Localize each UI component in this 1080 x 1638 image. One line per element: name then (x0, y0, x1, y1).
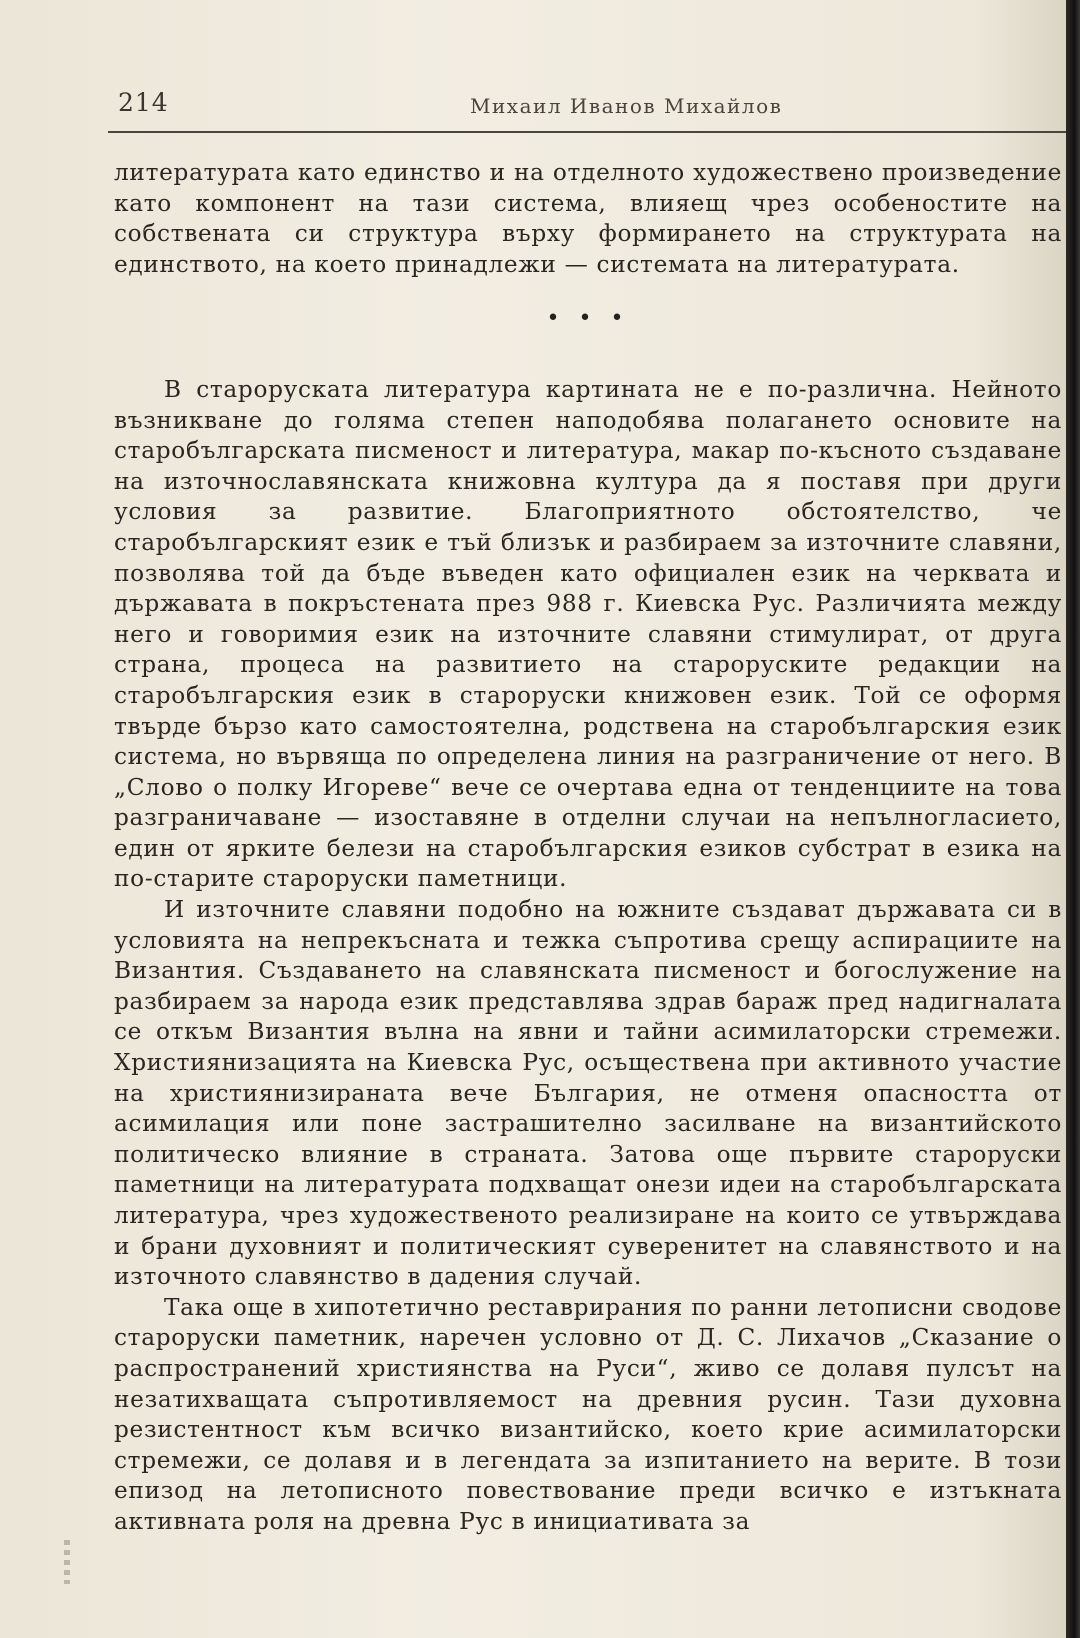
body-text (114, 158, 1062, 1538)
running-head: Михаил Иванов Михайлов (470, 94, 783, 118)
paragraph-4: Така още в хипотетично реставрирания по ранни летописни сводове староруски паметник, наречен условно от Д. С. Лихачов „Сказание о распространений християнства на Руси“, живо се долавя пулсът на незатихващата съпротивляемост на древния русин. Тази духовна резистентност към всичко византийско, което крие асимилаторски стремежи, се долавя и в легендата за изпитанието на верите. В този епизод на летописното повествование преди всичко е изтъкната активната роля на древна Рус в инициативата за (114, 1293, 1062, 1535)
page-number: 214 (118, 88, 169, 117)
paragraph-2: В староруската литература картината не е по-различна. Нейното възникване до голяма степен наподобява полагането основите на старобългарската писменост и литература, макар по-късното създаване на източнославянската книжовна култура да я поставя при други условия за развитие. Благоприятното обстоятелство, че старобългарският език е тъй близък и разбираем за източните славяни, позволява той да бъде въведен като официален език на черквата и държавата в покръстената през 988 г. Киевска Рус. Различията между него и говоримия език на източните славяни стимулират, от друга страна, процеса на развитието на староруските редакции на старобългарския език в староруски книжовен език. Той се оформя твърде бързо като самостоятелна, родствена на старобългарския език система, но вървяща по определена линия на разграничение от него. В „Слово о полку Игореве“ вече се очертава една от тенденциите на това разграничаване — изоставяне в отделни случаи на непълногласието, един от ярките белези на старобългарския езиков субстрат в езика на по-старите староруски паметници. (114, 375, 1062, 893)
book-spine-edge (1066, 0, 1080, 1638)
paragraph-1: литературата като единство и на отделното художествено произведение като компонент на тази система, влияещ чрез особеностите на собствената си структура върху формирането на структурата на единството, на което принадлежи — системата на литературата. (114, 159, 1062, 278)
paragraph-3: И източните славяни подобно на южните създават държавата си в условията на непрекъсната и тежка съпротива срещу аспирациите на Византия. Създаването на славянската писменост и богослужение на разбираем за народа език представлява здрав бараж пред надигналата се откъм Византия вълна на явни и тайни асимилаторски стремежи. Християнизацията на Киевска Рус, осъществена при активното участие на християнизираната вече България, не отменя опасността от асимилация или поне застрашително засилване на византийското политическо влияние в страната. Затова още първите староруски паметници на литературата подхващат онези идеи на старобългарската литература, чрез художественото реализиране на които се утвърждава и брани духовният и политическият суверенитет на славянството и на източното славянство в дадения случай. (114, 896, 1062, 1291)
section-break: • • • (546, 306, 630, 332)
margin-stain (64, 1540, 70, 1584)
header-rule (108, 131, 1070, 133)
page-header (118, 88, 1058, 128)
